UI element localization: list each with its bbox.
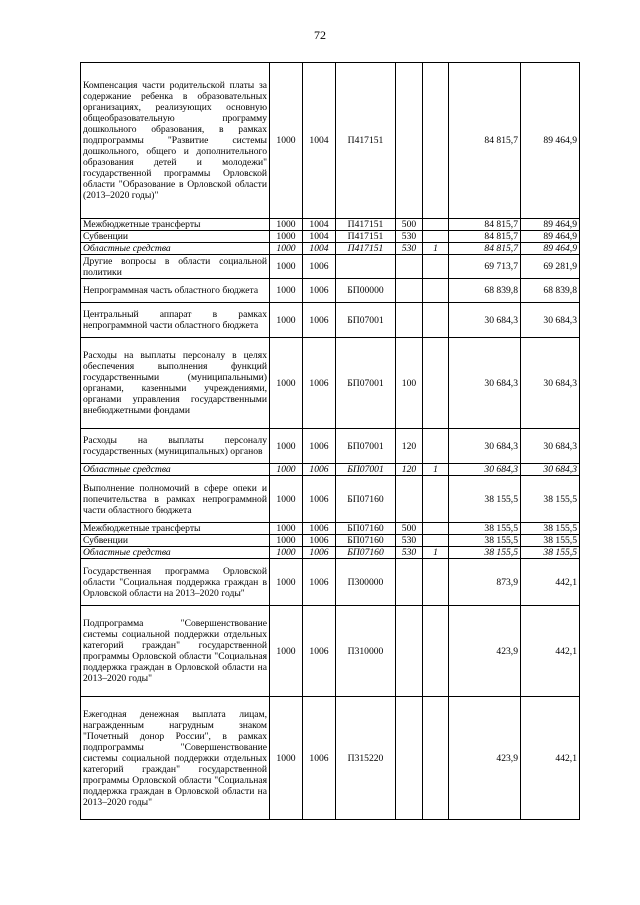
cell-expense-type: [396, 63, 423, 219]
cell-expense-type: [396, 697, 423, 820]
cell-amount-year-2: 30 684,3: [521, 338, 580, 429]
cell-name: Компенсация части родительской платы за содержание ребенка в образовательных организациях, реализующих основную общеобразовательную программу дошкольного образования, в рамках подпрограммы "Развитие системы дошкольного, общего и дополнительного образования детей и молодежи" государственной программы Орловской области "Образование в Орловской области (2013–2020 годы)": [81, 63, 270, 219]
cell-amount-year-1: 84 815,7: [449, 219, 521, 231]
cell-podrazdel: 1006: [303, 606, 336, 697]
cell-expense-type: 500: [396, 219, 423, 231]
cell-source: [423, 606, 449, 697]
cell-name: Областные средства: [81, 243, 270, 255]
cell-podrazdel: 1006: [303, 523, 336, 535]
cell-name: Субвенции: [81, 535, 270, 547]
cell-name: Выполнение полномочий в сфере опеки и попечительства в рамках непрограммной части областного бюджета: [81, 476, 270, 523]
cell-name: Другие вопросы в области социальной политики: [81, 255, 270, 279]
cell-expense-type: 120: [396, 464, 423, 476]
cell-amount-year-1: 38 155,5: [449, 523, 521, 535]
cell-source: [423, 279, 449, 303]
cell-amount-year-1: 69 713,7: [449, 255, 521, 279]
cell-razdel: 1000: [270, 547, 303, 559]
cell-razdel: 1000: [270, 219, 303, 231]
cell-target-article: БП07160: [336, 535, 396, 547]
cell-source: [423, 303, 449, 338]
table-row: [81, 697, 580, 820]
cell-expense-type: [396, 255, 423, 279]
cell-target-article: БП07160: [336, 476, 396, 523]
cell-source: 1: [423, 547, 449, 559]
table-row: [81, 243, 580, 255]
cell-amount-year-2: 442,1: [521, 606, 580, 697]
table-row: [81, 231, 580, 243]
cell-name: Государственная программа Орловской области "Социальная поддержка граждан в Орловской области на 2013–2020 годы": [81, 559, 270, 606]
table-body: [81, 63, 580, 820]
cell-name: Межбюджетные трансферты: [81, 523, 270, 535]
cell-expense-type: [396, 476, 423, 523]
cell-amount-year-2: 89 464,9: [521, 219, 580, 231]
cell-amount-year-1: 873,9: [449, 559, 521, 606]
cell-target-article: П417151: [336, 219, 396, 231]
cell-target-article: П417151: [336, 231, 396, 243]
cell-source: [423, 476, 449, 523]
cell-name: Межбюджетные трансферты: [81, 219, 270, 231]
cell-amount-year-1: 30 684,3: [449, 303, 521, 338]
cell-expense-type: 100: [396, 338, 423, 429]
cell-name: Подпрограмма "Совершенствование системы социальной поддержки отдельных категорий граждан" государственной программы Орловской области "Социальная поддержка граждан в Орловской области на 2013–2020 годы": [81, 606, 270, 697]
cell-expense-type: 530: [396, 535, 423, 547]
cell-podrazdel: 1004: [303, 63, 336, 219]
cell-amount-year-1: 84 815,7: [449, 243, 521, 255]
table-row: [81, 523, 580, 535]
cell-razdel: 1000: [270, 697, 303, 820]
cell-name: Расходы на выплаты персоналу в целях обеспечения выполнения функций государственными (муниципальными) органами, казенными учреждениями, органами управления государственными внебюджетными фондами: [81, 338, 270, 429]
cell-target-article: [336, 255, 396, 279]
table-row: [81, 535, 580, 547]
cell-expense-type: [396, 606, 423, 697]
cell-podrazdel: 1006: [303, 547, 336, 559]
cell-target-article: БП07001: [336, 429, 396, 464]
cell-podrazdel: 1006: [303, 697, 336, 820]
cell-name: Ежегодная денежная выплата лицам, награжденным нагрудным знаком "Почетный донор России", в рамках подпрограммы "Совершенствование системы социальной поддержки отдельных категорий граждан" государственной программы Орловской области "Социальная поддержка граждан в Орловской области на 2013–2020 годы": [81, 697, 270, 820]
cell-amount-year-2: 442,1: [521, 697, 580, 820]
cell-podrazdel: 1004: [303, 231, 336, 243]
cell-source: [423, 255, 449, 279]
table-row: [81, 464, 580, 476]
cell-podrazdel: 1006: [303, 476, 336, 523]
cell-amount-year-1: 84 815,7: [449, 63, 521, 219]
cell-amount-year-1: 38 155,5: [449, 476, 521, 523]
cell-source: [423, 231, 449, 243]
cell-source: [423, 697, 449, 820]
cell-expense-type: 500: [396, 523, 423, 535]
cell-expense-type: [396, 279, 423, 303]
cell-source: [423, 535, 449, 547]
cell-expense-type: 530: [396, 243, 423, 255]
table-row: [81, 219, 580, 231]
cell-podrazdel: 1006: [303, 535, 336, 547]
cell-razdel: 1000: [270, 523, 303, 535]
table-row: [81, 476, 580, 523]
cell-podrazdel: 1004: [303, 219, 336, 231]
table-row: [81, 255, 580, 279]
cell-razdel: 1000: [270, 63, 303, 219]
cell-target-article: БП07160: [336, 547, 396, 559]
cell-amount-year-1: 423,9: [449, 697, 521, 820]
cell-amount-year-2: 30 684,3: [521, 429, 580, 464]
cell-amount-year-2: 38 155,5: [521, 523, 580, 535]
cell-target-article: П310000: [336, 606, 396, 697]
cell-razdel: 1000: [270, 243, 303, 255]
cell-name: Центральный аппарат в рамках непрограммной части областного бюджета: [81, 303, 270, 338]
cell-amount-year-1: 38 155,5: [449, 547, 521, 559]
cell-source: 1: [423, 464, 449, 476]
cell-source: [423, 219, 449, 231]
cell-podrazdel: 1006: [303, 338, 336, 429]
table-row: [81, 606, 580, 697]
cell-target-article: П300000: [336, 559, 396, 606]
cell-razdel: 1000: [270, 464, 303, 476]
cell-amount-year-2: 89 464,9: [521, 231, 580, 243]
cell-name: Субвенции: [81, 231, 270, 243]
cell-amount-year-2: 30 684,3: [521, 303, 580, 338]
cell-podrazdel: 1006: [303, 429, 336, 464]
cell-expense-type: 120: [396, 429, 423, 464]
cell-amount-year-1: 30 684,3: [449, 464, 521, 476]
cell-amount-year-2: 38 155,5: [521, 547, 580, 559]
cell-amount-year-1: 84 815,7: [449, 231, 521, 243]
page-number: 72: [314, 28, 326, 42]
budget-table: [80, 62, 580, 820]
table-row: [81, 338, 580, 429]
cell-source: [423, 523, 449, 535]
cell-source: [423, 338, 449, 429]
table-row: [81, 303, 580, 338]
cell-amount-year-1: 30 684,3: [449, 338, 521, 429]
cell-target-article: БП07001: [336, 303, 396, 338]
cell-amount-year-1: 423,9: [449, 606, 521, 697]
cell-target-article: БП07160: [336, 523, 396, 535]
cell-podrazdel: 1006: [303, 559, 336, 606]
cell-expense-type: [396, 559, 423, 606]
cell-amount-year-1: 30 684,3: [449, 429, 521, 464]
cell-amount-year-2: 89 464,9: [521, 63, 580, 219]
cell-name: Областные средства: [81, 464, 270, 476]
cell-razdel: 1000: [270, 559, 303, 606]
cell-podrazdel: 1004: [303, 243, 336, 255]
cell-amount-year-1: 68 839,8: [449, 279, 521, 303]
cell-name: Непрограммная часть областного бюджета: [81, 279, 270, 303]
cell-target-article: П417151: [336, 63, 396, 219]
table-row: [81, 547, 580, 559]
cell-razdel: 1000: [270, 303, 303, 338]
cell-source: 1: [423, 243, 449, 255]
table-row: [81, 63, 580, 219]
table-row: [81, 559, 580, 606]
cell-podrazdel: 1006: [303, 279, 336, 303]
cell-podrazdel: 1006: [303, 464, 336, 476]
cell-razdel: 1000: [270, 476, 303, 523]
cell-target-article: П417151: [336, 243, 396, 255]
cell-source: [423, 63, 449, 219]
cell-amount-year-2: 30 684,3: [521, 464, 580, 476]
cell-razdel: 1000: [270, 231, 303, 243]
cell-target-article: БП00000: [336, 279, 396, 303]
cell-podrazdel: 1006: [303, 303, 336, 338]
cell-name: Расходы на выплаты персоналу государственных (муниципальных) органов: [81, 429, 270, 464]
cell-target-article: БП07001: [336, 338, 396, 429]
cell-amount-year-2: 38 155,5: [521, 535, 580, 547]
cell-razdel: 1000: [270, 279, 303, 303]
cell-source: [423, 429, 449, 464]
cell-amount-year-2: 38 155,5: [521, 476, 580, 523]
cell-expense-type: [396, 303, 423, 338]
cell-razdel: 1000: [270, 255, 303, 279]
cell-target-article: БП07001: [336, 464, 396, 476]
cell-target-article: П315220: [336, 697, 396, 820]
cell-amount-year-1: 38 155,5: [449, 535, 521, 547]
cell-razdel: 1000: [270, 606, 303, 697]
cell-expense-type: 530: [396, 547, 423, 559]
cell-razdel: 1000: [270, 535, 303, 547]
cell-name: Областные средства: [81, 547, 270, 559]
cell-amount-year-2: 68 839,8: [521, 279, 580, 303]
cell-amount-year-2: 89 464,9: [521, 243, 580, 255]
cell-podrazdel: 1006: [303, 255, 336, 279]
cell-amount-year-2: 69 281,9: [521, 255, 580, 279]
cell-source: [423, 559, 449, 606]
table-row: [81, 279, 580, 303]
cell-razdel: 1000: [270, 429, 303, 464]
cell-amount-year-2: 442,1: [521, 559, 580, 606]
table-row: [81, 429, 580, 464]
cell-expense-type: 530: [396, 231, 423, 243]
cell-razdel: 1000: [270, 338, 303, 429]
